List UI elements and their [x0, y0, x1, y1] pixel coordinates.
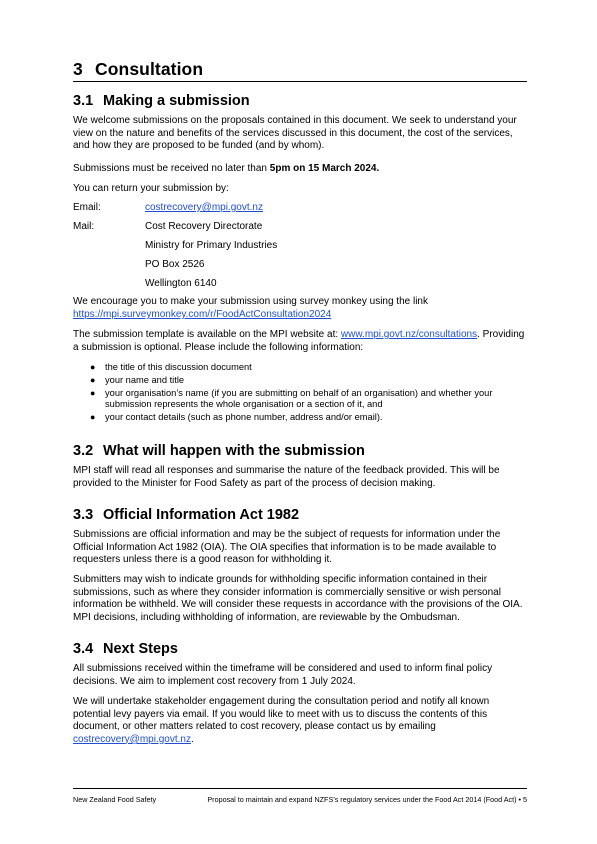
paragraph: Submitters may wish to indicate grounds for withholding specific information contained in their submissions, such as where they consider information is commercially sensitive or wish personal information be withheld. We will consider these requests in accordance with the provisions of the OIA. MPI decisions, including withholding of information, are reviewable by the Ombudsman.	[73, 574, 523, 623]
paragraph-text: The submission template is available on the MPI website at:	[73, 329, 341, 340]
paragraph	[73, 696, 527, 746]
bullet-icon: ●	[90, 362, 96, 372]
mail-line: PO Box 2526	[145, 259, 205, 270]
bullet-icon: ●	[90, 374, 96, 385]
section-heading-3-2	[73, 442, 365, 460]
footer-right: Proposal to maintain and expand NZFS’s regulatory services under the Food Act 2014 (Food Act) • 5	[207, 795, 527, 804]
mail-line: Cost Recovery Directorate	[145, 221, 263, 232]
paragraph: We encourage you to make your submission using survey monkey using the link	[73, 296, 428, 307]
bullet-icon: ●	[90, 412, 96, 423]
list-item	[73, 362, 527, 374]
list-item	[73, 388, 527, 411]
section-title: Making a submission	[103, 93, 250, 109]
chapter-title: Consultation	[95, 59, 204, 79]
consultations-link[interactable]: www.mpi.govt.nz/consultations	[340, 329, 478, 340]
deadline-date: 5pm on 15 March 2024.	[269, 163, 380, 174]
paragraph: You can return your submission by:	[73, 183, 229, 194]
list-item-text: the title of this discussion document	[105, 362, 252, 372]
list-item-text: your contact details (such as phone number, address and/or email).	[105, 412, 383, 423]
paragraph-text: . Providing a submission is optional. Please include the following information:	[73, 329, 525, 353]
paragraph-text: We will undertake stakeholder engagement during the consultation period and notify all known potential levy payers via email. If you would like to meet with us to discuss the contents of this document, or other matters related to cost recovery, please contact us by emailing	[73, 696, 490, 733]
info-list	[73, 362, 527, 425]
mail-label: Mail:	[73, 221, 95, 232]
section-number: 3.3	[73, 507, 94, 523]
paragraph: Submissions are official information and may be the subject of requests for information under the Official Information Act 1982 (OIA). The OIA specifies that information is to be made available to requesters unless there is a good reason for withholding it.	[73, 529, 501, 566]
email-label: Email:	[73, 202, 101, 213]
contact-email-link[interactable]: costrecovery@mpi.govt.nz	[73, 733, 191, 745]
section-title: Next Steps	[103, 641, 178, 657]
footer-left: New Zealand Food Safety	[73, 795, 157, 804]
paragraph	[73, 329, 527, 354]
paragraph: All submissions received within the timeframe will be considered and used to inform final policy decisions. We aim to implement cost recovery from 1 July 2024.	[73, 663, 493, 687]
section-number: 3.1	[73, 93, 94, 109]
section-title: What will happen with the submission	[103, 443, 365, 459]
email-link[interactable]: costrecovery@mpi.govt.nz	[145, 202, 263, 213]
list-item	[73, 375, 527, 387]
paragraph-text: .	[190, 733, 194, 745]
paragraph: MPI staff will read all responses and summarise the nature of the feedback provided. This will be provided to the Minister for Food Safety as part of the process of decision making.	[73, 465, 500, 489]
deadline-paragraph	[73, 163, 527, 176]
list-item-text: your organisation’s name (if you are submitting on behalf of an organisation) and whether your submission represents the whole organisation or a section of it, and	[105, 387, 493, 410]
section-heading-3-3	[73, 506, 299, 524]
mail-line: Ministry for Primary Industries	[145, 240, 278, 251]
section-number: 3.2	[73, 443, 94, 459]
section-title: Official Information Act 1982	[103, 507, 300, 523]
section-heading-3-4	[73, 640, 178, 658]
chapter-number: 3	[73, 59, 83, 79]
bullet-icon: ●	[90, 387, 96, 398]
chapter-heading	[73, 58, 527, 82]
page-footer	[73, 788, 527, 804]
list-item-text: your name and title	[105, 374, 185, 385]
section-heading-3-1	[73, 92, 250, 110]
paragraph: We welcome submissions on the proposals contained in this document. We seek to understand your view on the nature and benefits of the services discussed in this document, the cost of the services, and how they are proposed to be funded (and by whom).	[73, 115, 517, 152]
list-item	[73, 412, 527, 424]
survey-link[interactable]: https://mpi.surveymonkey.com/r/FoodActConsultation2024	[73, 309, 332, 320]
mail-line: Wellington 6140	[145, 278, 217, 289]
section-number: 3.4	[73, 641, 94, 657]
deadline-text: Submissions must be received no later than	[73, 163, 270, 174]
